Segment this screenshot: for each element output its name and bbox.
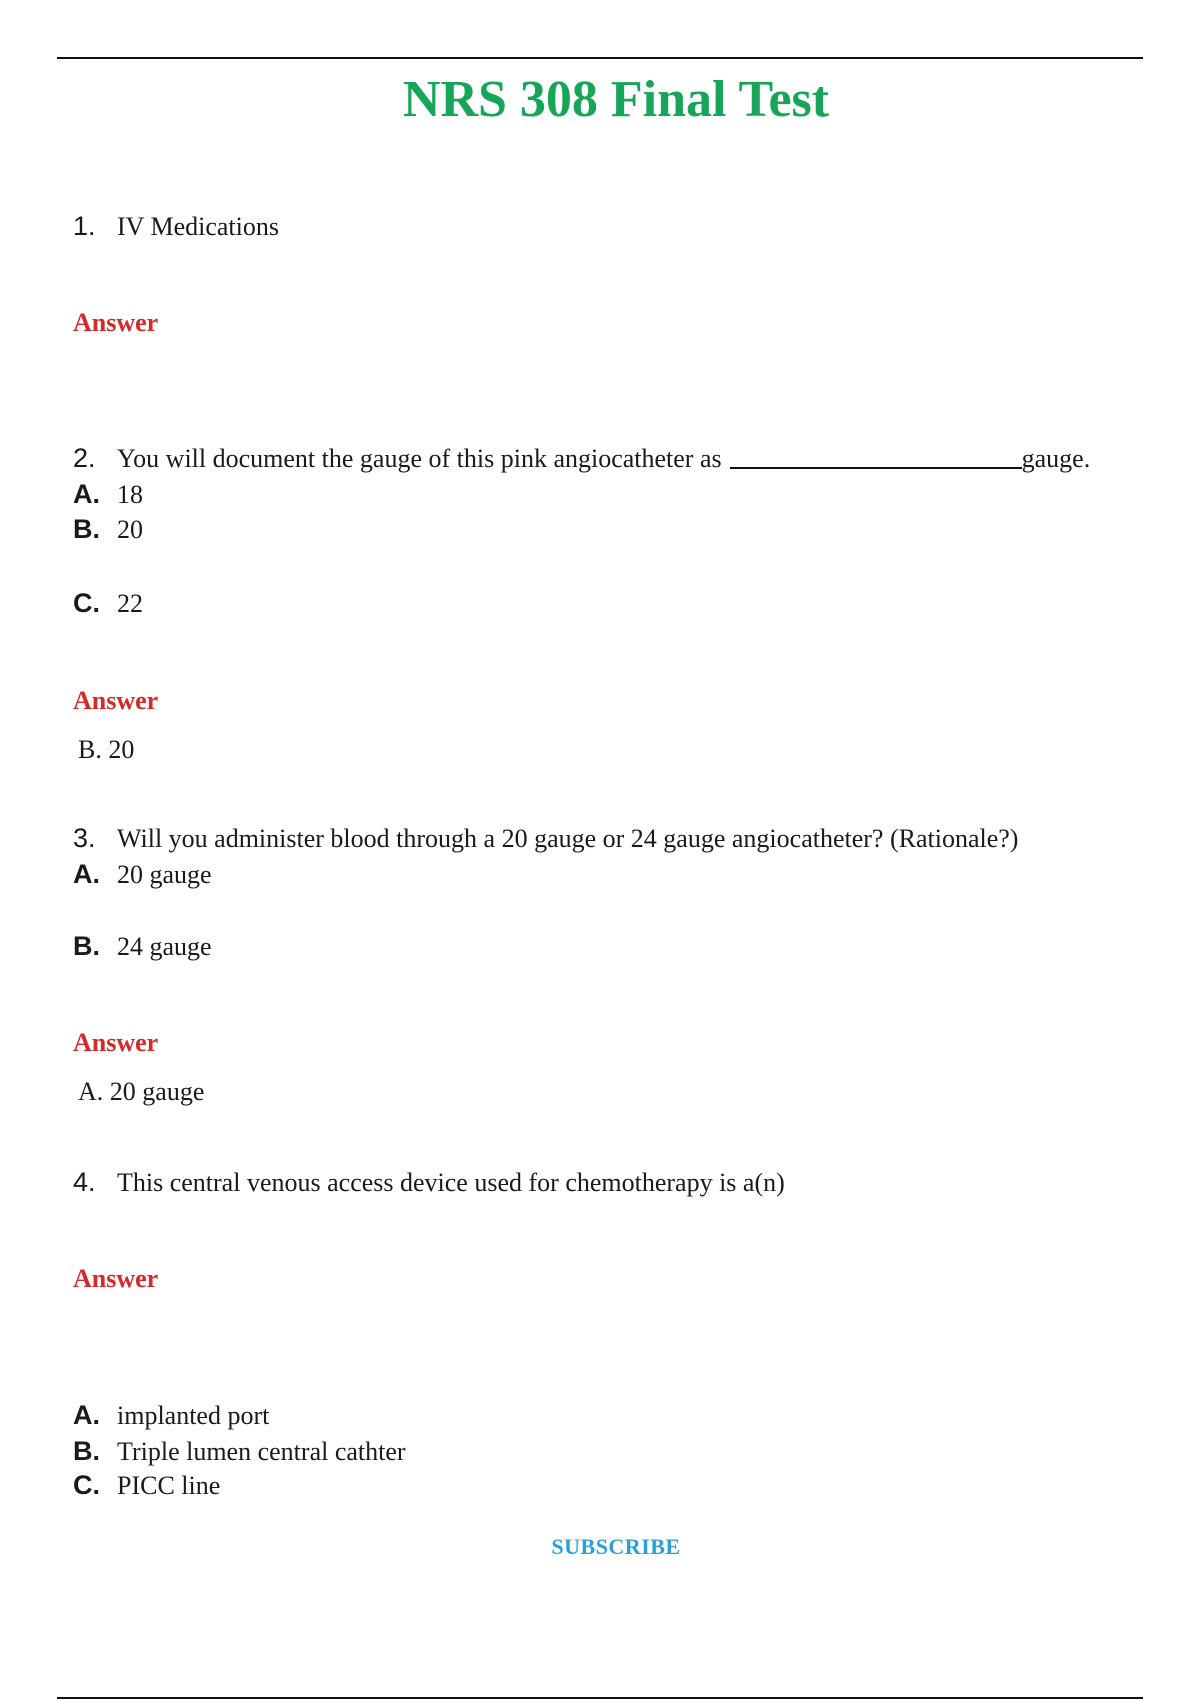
question-number: 1. — [73, 211, 96, 241]
question-4 — [73, 1166, 785, 1199]
question-text: This central venous access device used for chemotherapy is a(n) — [117, 1168, 785, 1197]
question-text: IV Medications — [117, 212, 279, 241]
answer-text: A. 20 gauge — [78, 1077, 205, 1106]
page-title: NRS 308 Final Test — [402, 71, 830, 128]
question-number: 4. — [73, 1167, 96, 1197]
option-text: 20 gauge — [117, 860, 212, 889]
answer-text: B. 20 — [78, 735, 135, 764]
option-text: 20 — [117, 515, 143, 544]
option-text: implanted port — [117, 1401, 270, 1430]
question-number: 2. — [73, 443, 96, 473]
option-b — [73, 513, 143, 546]
option-letter: A. — [73, 859, 100, 889]
subscribe-link[interactable]: SUBSCRIBE — [551, 1534, 681, 1559]
option-text: 18 — [117, 480, 143, 509]
option-text: Triple lumen central cathter — [117, 1437, 406, 1466]
option-a — [73, 478, 143, 511]
option-b — [73, 930, 212, 963]
answer-label: Answer — [73, 686, 159, 715]
answer-label: Answer — [73, 1028, 159, 1057]
option-b — [73, 1435, 406, 1468]
option-text: 24 gauge — [117, 932, 212, 961]
option-letter: C. — [73, 588, 100, 618]
question-number: 3. — [73, 823, 96, 853]
top-rule — [57, 57, 1143, 59]
option-text: PICC line — [117, 1471, 221, 1500]
option-c — [73, 1469, 220, 1502]
answer-label: Answer — [73, 308, 159, 337]
question-1 — [73, 210, 279, 243]
option-letter: B. — [73, 1436, 100, 1466]
bottom-rule — [57, 1697, 1143, 1699]
question-text: You will document the gauge of this pink angiocatheter as — [117, 444, 722, 473]
option-a — [73, 858, 212, 891]
answer-blank — [730, 443, 1022, 469]
answer-label: Answer — [73, 1264, 159, 1293]
question-text: Will you administer blood through a 20 gauge or 24 gauge angiocatheter? (Rationale?) — [117, 824, 1019, 853]
question-3 — [73, 822, 1018, 855]
option-letter: B. — [73, 931, 100, 961]
option-text: 22 — [117, 589, 143, 618]
option-a — [73, 1399, 269, 1432]
question-text-suffix: gauge. — [1021, 444, 1091, 473]
option-letter: C. — [73, 1470, 100, 1500]
option-c — [73, 587, 143, 620]
option-letter: A. — [73, 479, 100, 509]
question-2 — [73, 442, 1090, 475]
option-letter: B. — [73, 514, 100, 544]
option-letter: A. — [73, 1400, 100, 1430]
